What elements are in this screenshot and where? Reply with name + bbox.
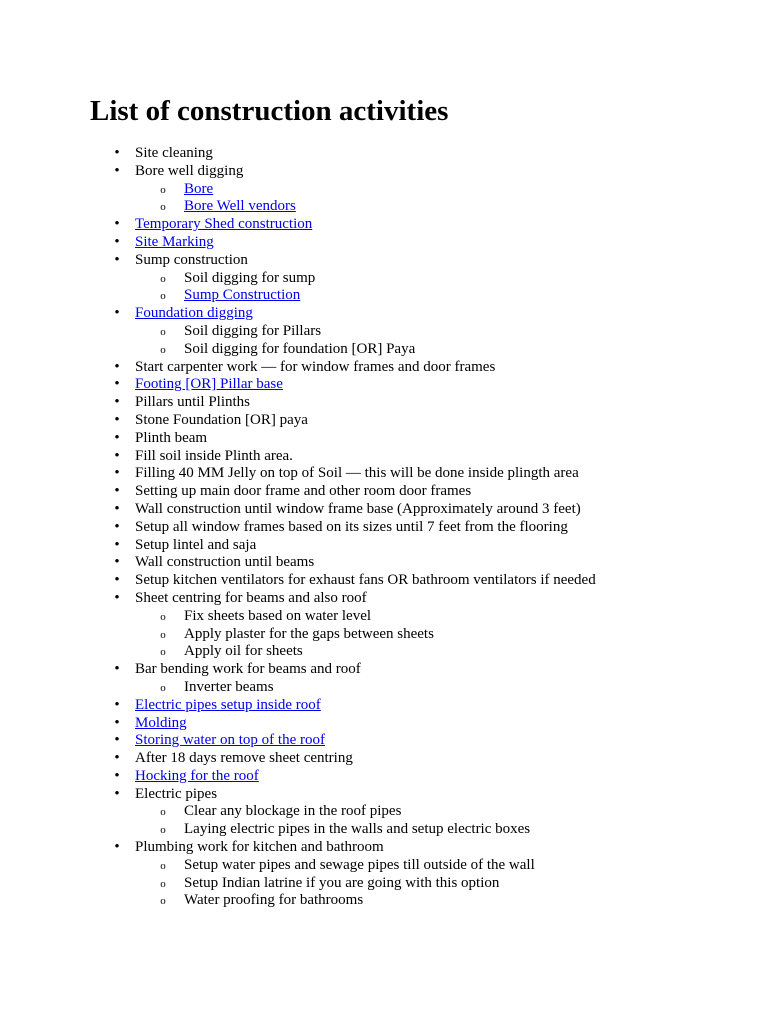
activity-link[interactable]: Sump Construction <box>184 287 301 304</box>
sub-list-item <box>0 181 768 199</box>
sub-list-item <box>0 341 768 359</box>
circle-bullet-icon: o <box>160 343 166 356</box>
bullet-icon: • <box>114 767 120 784</box>
list-item <box>0 376 768 394</box>
list-item <box>0 537 768 555</box>
activity-text: Bore well digging <box>135 162 244 179</box>
sub-list-item <box>0 323 768 341</box>
sub-list-item <box>0 287 768 305</box>
list-item <box>0 786 768 804</box>
list-item <box>0 305 768 323</box>
bullet-icon: • <box>114 572 120 589</box>
sub-list-item <box>0 270 768 288</box>
activity-link[interactable]: Bore <box>184 180 214 197</box>
list-item <box>0 750 768 768</box>
circle-bullet-icon: o <box>160 610 166 623</box>
list-item <box>0 661 768 679</box>
bullet-icon: • <box>114 518 120 535</box>
activity-text: Inverter beams <box>184 678 274 695</box>
circle-bullet-icon: o <box>160 183 166 196</box>
activity-link[interactable]: Foundation digging <box>135 305 253 322</box>
list-item <box>0 572 768 590</box>
activity-list <box>0 145 768 910</box>
list-item <box>0 554 768 572</box>
activity-text: Start carpenter work — for window frames and door frames <box>135 358 496 375</box>
bullet-icon: • <box>114 429 120 446</box>
activity-link[interactable]: Temporary Shed construction <box>135 216 313 233</box>
activity-text: Site cleaning <box>135 145 213 161</box>
activity-text: Fill soil inside Plinth area. <box>135 447 293 464</box>
bullet-icon: • <box>114 447 120 464</box>
activity-text: Bar bending work for beams and roof <box>135 661 361 678</box>
circle-bullet-icon: o <box>160 201 166 214</box>
bullet-icon: • <box>114 554 120 571</box>
list-item <box>0 590 768 608</box>
sub-list-item <box>0 875 768 893</box>
list-item <box>0 839 768 857</box>
sub-list-item <box>0 198 768 216</box>
activity-text: Fix sheets based on water level <box>184 607 372 624</box>
circle-bullet-icon: o <box>160 859 166 872</box>
list-item <box>0 234 768 252</box>
list-item <box>0 252 768 270</box>
bullet-icon: • <box>114 483 120 500</box>
bullet-icon: • <box>114 750 120 767</box>
list-item <box>0 216 768 234</box>
activity-text: Wall construction until window frame base (Approximately around 3 feet) <box>135 500 581 517</box>
list-item <box>0 394 768 412</box>
activity-text: Setup kitchen ventilators for exhaust fans OR bathroom ventilators if needed <box>135 572 596 589</box>
bullet-icon: • <box>114 500 120 517</box>
list-item <box>0 145 768 163</box>
page-title: List of construction activities <box>90 95 449 127</box>
sub-list-item <box>0 679 768 697</box>
activity-link[interactable]: Hocking for the roof <box>135 767 259 784</box>
circle-bullet-icon: o <box>160 628 166 641</box>
activity-link[interactable]: Molding <box>135 714 187 731</box>
bullet-icon: • <box>114 732 120 749</box>
sub-list-item <box>0 803 768 821</box>
bullet-icon: • <box>114 589 120 606</box>
list-item <box>0 697 768 715</box>
bullet-icon: • <box>114 696 120 713</box>
bullet-icon: • <box>114 536 120 553</box>
activity-link[interactable]: Site Marking <box>135 233 214 250</box>
activity-text: Setup Indian latrine if you are going with this option <box>184 874 500 891</box>
sub-list-item <box>0 626 768 644</box>
bullet-icon: • <box>114 216 120 233</box>
list-item <box>0 465 768 483</box>
sub-list-item <box>0 608 768 626</box>
circle-bullet-icon: o <box>160 806 166 819</box>
activity-text: Soil digging for sump <box>184 269 316 286</box>
bullet-icon: • <box>114 305 120 322</box>
activity-text: Stone Foundation [OR] paya <box>135 411 308 428</box>
sub-list-item <box>0 892 768 910</box>
activity-text: Plinth beam <box>135 429 208 446</box>
list-item <box>0 430 768 448</box>
bullet-icon: • <box>114 465 120 482</box>
list-item <box>0 768 768 786</box>
list-item <box>0 732 768 750</box>
bullet-icon: • <box>114 145 120 161</box>
activity-text: Soil digging for foundation [OR] Paya <box>184 340 416 357</box>
circle-bullet-icon: o <box>160 895 166 908</box>
activity-link[interactable]: Storing water on top of the roof <box>135 732 325 749</box>
list-item <box>0 163 768 181</box>
bullet-icon: • <box>114 714 120 731</box>
activity-text: Sump construction <box>135 251 248 268</box>
activity-text: Electric pipes <box>135 785 218 802</box>
activity-text: Setup lintel and saja <box>135 536 257 553</box>
activity-text: Pillars until Plinths <box>135 394 251 411</box>
bullet-icon: • <box>114 251 120 268</box>
list-item <box>0 483 768 501</box>
bullet-icon: • <box>114 394 120 411</box>
bullet-icon: • <box>114 358 120 375</box>
activity-link[interactable]: Bore Well vendors <box>184 198 296 215</box>
bullet-icon: • <box>114 411 120 428</box>
list-item <box>0 715 768 733</box>
activity-text: Apply oil for sheets <box>184 643 303 660</box>
activity-text: Clear any blockage in the roof pipes <box>184 803 402 820</box>
bullet-icon: • <box>114 661 120 678</box>
activity-text: Apply plaster for the gaps between sheets <box>184 625 434 642</box>
sub-list-item <box>0 643 768 661</box>
activity-text: Wall construction until beams <box>135 554 315 571</box>
activity-text: Filling 40 MM Jelly on top of Soil — this will be done inside plingth area <box>135 465 579 482</box>
bullet-icon: • <box>114 839 120 856</box>
activity-text: After 18 days remove sheet centring <box>135 750 353 767</box>
bullet-icon: • <box>114 376 120 393</box>
circle-bullet-icon: o <box>160 646 166 659</box>
activity-text: Water proofing for bathrooms <box>184 892 364 909</box>
activity-text: Sheet centring for beams and also roof <box>135 589 367 606</box>
circle-bullet-icon: o <box>160 272 166 285</box>
list-item <box>0 412 768 430</box>
sub-list-item <box>0 821 768 839</box>
circle-bullet-icon: o <box>160 877 166 890</box>
activity-text: Setup all window frames based on its sizes until 7 feet from the flooring <box>135 518 568 535</box>
activity-text: Plumbing work for kitchen and bathroom <box>135 839 384 856</box>
bullet-icon: • <box>114 162 120 179</box>
list-item <box>0 501 768 519</box>
circle-bullet-icon: o <box>160 325 166 338</box>
sub-list-item <box>0 857 768 875</box>
circle-bullet-icon: o <box>160 290 166 303</box>
list-item <box>0 359 768 377</box>
bullet-icon: • <box>114 785 120 802</box>
activity-link[interactable]: Electric pipes setup inside roof <box>135 696 321 713</box>
circle-bullet-icon: o <box>160 681 166 694</box>
circle-bullet-icon: o <box>160 824 166 837</box>
activity-text: Soil digging for Pillars <box>184 322 322 339</box>
list-item <box>0 448 768 466</box>
activity-text: Setup water pipes and sewage pipes till outside of the wall <box>184 856 535 873</box>
activity-text: Laying electric pipes in the walls and setup electric boxes <box>184 821 531 838</box>
activity-link[interactable]: Footing [OR] Pillar base <box>135 376 283 393</box>
activity-text: Setting up main door frame and other room door frames <box>135 483 472 500</box>
list-item <box>0 519 768 537</box>
bullet-icon: • <box>114 233 120 250</box>
